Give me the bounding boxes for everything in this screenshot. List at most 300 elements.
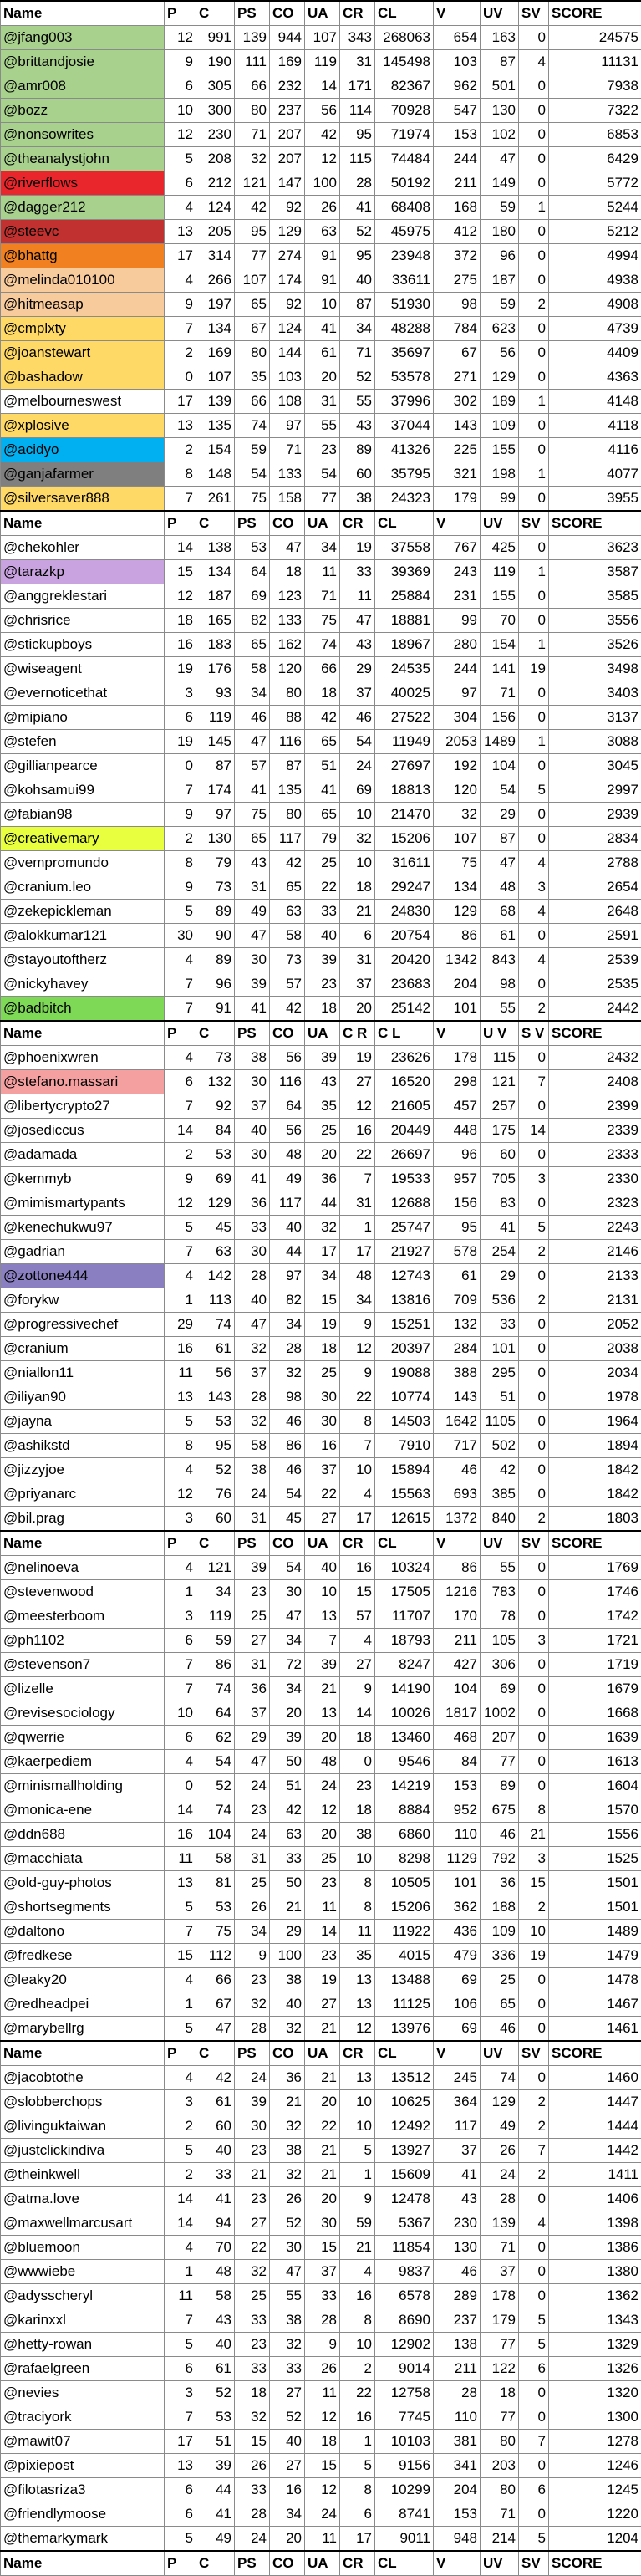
value-cell: 180 — [481, 220, 519, 244]
value-cell: 148 — [196, 462, 235, 487]
value-cell: 95 — [340, 244, 375, 268]
value-cell: 11 — [305, 560, 340, 584]
table-row — [1, 1895, 641, 1920]
user-name-cell: @bashadow — [1, 365, 165, 390]
value-cell: 158 — [270, 487, 305, 512]
value-cell: 6429 — [549, 147, 641, 171]
value-cell: 77 — [481, 1750, 519, 1774]
value-cell: 41 — [305, 778, 340, 803]
user-name-cell: @cmplxty — [1, 317, 165, 341]
value-cell: 1489 — [481, 730, 519, 754]
value-cell: 33 — [305, 2284, 340, 2308]
value-cell: 12 — [165, 123, 196, 147]
value-cell: 22 — [235, 2236, 270, 2260]
value-cell: 31 — [235, 1653, 270, 1677]
value-cell: 3955 — [549, 487, 641, 512]
value-cell: 20 — [305, 1823, 340, 1847]
value-cell: 1742 — [549, 1604, 641, 1629]
value-cell: 20 — [270, 2527, 305, 2552]
value-cell: 298 — [434, 1070, 481, 1094]
value-cell: 34 — [340, 317, 375, 341]
value-cell: 16 — [270, 2478, 305, 2502]
value-cell: 35 — [340, 1944, 375, 1968]
user-name-cell: @chekohler — [1, 536, 165, 560]
value-cell: 78 — [481, 1604, 519, 1629]
value-cell: 0 — [519, 2066, 549, 2090]
value-cell: 47 — [270, 1604, 305, 1629]
value-cell: 21 — [305, 2066, 340, 2090]
value-cell: 51 — [481, 1385, 519, 1410]
value-cell: 190 — [196, 50, 235, 74]
value-cell: 153 — [434, 1774, 481, 1798]
user-name-cell: @melinda010100 — [1, 268, 165, 293]
value-cell: 132 — [434, 1313, 481, 1337]
value-cell: 24 — [235, 1482, 270, 1507]
value-cell: 22 — [340, 1143, 375, 1167]
value-cell: 14 — [519, 1119, 549, 1143]
user-name-cell: @badbitch — [1, 997, 165, 1022]
value-cell: 306 — [481, 1653, 519, 1677]
table-row — [1, 875, 641, 900]
value-cell: 7 — [165, 1240, 196, 1264]
value-cell: 17505 — [375, 1580, 434, 1604]
value-cell: 2146 — [549, 1240, 641, 1264]
value-cell: 83 — [481, 1191, 519, 1216]
column-header: CL — [375, 2041, 434, 2066]
value-cell: 142 — [196, 1264, 235, 1288]
value-cell: 48 — [196, 2260, 235, 2284]
column-header: CO — [270, 511, 305, 536]
value-cell: 48 — [340, 1264, 375, 1288]
value-cell: 7 — [340, 1167, 375, 1191]
value-cell: 13 — [165, 220, 196, 244]
value-cell: 0 — [519, 2187, 549, 2211]
value-cell: 26 — [270, 2187, 305, 2211]
value-cell: 123 — [270, 584, 305, 609]
value-cell: 80 — [270, 681, 305, 706]
value-cell: 98 — [270, 1385, 305, 1410]
column-header: C R — [340, 1021, 375, 1046]
column-header: PS — [235, 1, 270, 26]
column-header: V — [434, 2041, 481, 2066]
value-cell: 91 — [196, 997, 235, 1022]
value-cell: 53 — [196, 1410, 235, 1434]
user-name-cell: @atma.love — [1, 2187, 165, 2211]
user-name-cell: @nonsowrites — [1, 123, 165, 147]
user-name-cell: @stefano.massari — [1, 1070, 165, 1094]
value-cell: 54 — [340, 730, 375, 754]
value-cell: 63 — [305, 220, 340, 244]
value-cell: 0 — [519, 74, 549, 99]
value-cell: 174 — [270, 268, 305, 293]
value-cell: 82 — [270, 1288, 305, 1313]
value-cell: 169 — [270, 50, 305, 74]
value-cell: 40 — [270, 1216, 305, 1240]
value-cell: 501 — [481, 74, 519, 99]
value-cell: 1444 — [549, 2114, 641, 2139]
value-cell: 28 — [270, 1337, 305, 1361]
column-header: V — [434, 1, 481, 26]
column-header: UV — [481, 2041, 519, 2066]
value-cell: 0 — [519, 1992, 549, 2017]
value-cell: 25 — [305, 1119, 340, 1143]
value-cell: 14 — [305, 1920, 340, 1944]
value-cell: 2243 — [549, 1216, 641, 1240]
value-cell: 944 — [270, 26, 305, 50]
value-cell: 16 — [340, 1556, 375, 1580]
value-cell: 105 — [481, 1629, 519, 1653]
value-cell: 7 — [165, 317, 196, 341]
value-cell: 2133 — [549, 1264, 641, 1288]
column-header: SCORE — [549, 2041, 641, 2066]
value-cell: 138 — [434, 2333, 481, 2357]
value-cell: 5367 — [375, 2211, 434, 2236]
value-cell: 15206 — [375, 1895, 434, 1920]
value-cell: 12 — [340, 1337, 375, 1361]
value-cell: 231 — [434, 584, 481, 609]
value-cell: 1 — [519, 560, 549, 584]
value-cell: 0 — [519, 487, 549, 512]
table-row — [1, 1216, 641, 1240]
value-cell: 47 — [196, 2017, 235, 2042]
value-cell: 10 — [305, 293, 340, 317]
value-cell: 25 — [481, 1968, 519, 1992]
value-cell: 784 — [434, 317, 481, 341]
value-cell: 51 — [270, 1774, 305, 1798]
value-cell: 43 — [340, 414, 375, 438]
value-cell: 122 — [481, 2357, 519, 2381]
value-cell: 0 — [519, 706, 549, 730]
value-cell: 75 — [235, 803, 270, 827]
value-cell: 284 — [434, 1337, 481, 1361]
value-cell: 2442 — [549, 997, 641, 1022]
value-cell: 0 — [165, 754, 196, 778]
value-cell: 154 — [481, 633, 519, 657]
value-cell: 3 — [519, 875, 549, 900]
value-cell: 261 — [196, 487, 235, 512]
value-cell: 8 — [340, 1410, 375, 1434]
table-row — [1, 972, 641, 997]
value-cell: 74 — [235, 414, 270, 438]
value-cell: 29 — [481, 803, 519, 827]
value-cell: 15 — [165, 1944, 196, 1968]
value-cell: 33 — [481, 1313, 519, 1337]
value-cell: 2939 — [549, 803, 641, 827]
value-cell: 143 — [434, 414, 481, 438]
user-name-cell: @ashikstd — [1, 1434, 165, 1458]
value-cell: 9 — [165, 1167, 196, 1191]
value-cell: 42 — [270, 997, 305, 1022]
value-cell: 38 — [270, 2308, 305, 2333]
value-cell: 3088 — [549, 730, 641, 754]
value-cell: 6860 — [375, 1823, 434, 1847]
table-row — [1, 2527, 641, 2552]
column-header: UA — [305, 1021, 340, 1046]
value-cell: 81 — [196, 1871, 235, 1895]
value-cell: 115 — [481, 1046, 519, 1070]
value-cell: 7 — [519, 2430, 549, 2454]
value-cell: 29247 — [375, 875, 434, 900]
value-cell: 11707 — [375, 1604, 434, 1629]
user-name-cell: @theanalystjohn — [1, 147, 165, 171]
value-cell: 24 — [235, 1774, 270, 1798]
value-cell: 2052 — [549, 1313, 641, 1337]
value-cell: 1220 — [549, 2502, 641, 2527]
value-cell: 21 — [305, 2163, 340, 2187]
value-cell: 40 — [270, 1992, 305, 2017]
value-cell: 39 — [305, 948, 340, 972]
value-cell: 18881 — [375, 609, 434, 633]
value-cell: 37 — [305, 1458, 340, 1482]
value-cell: 99 — [481, 487, 519, 512]
value-cell: 36 — [305, 1167, 340, 1191]
value-cell: 1 — [340, 2430, 375, 2454]
value-cell: 8 — [340, 2478, 375, 2502]
column-header: SCORE — [549, 1531, 641, 1556]
value-cell: 40 — [196, 2333, 235, 2357]
value-cell: 0 — [519, 268, 549, 293]
value-cell: 3498 — [549, 657, 641, 681]
value-cell: 60 — [196, 1507, 235, 1532]
value-cell: 37 — [481, 2260, 519, 2284]
user-name-cell: @dagger212 — [1, 196, 165, 220]
table-row — [1, 1482, 641, 1507]
value-cell: 24 — [305, 1774, 340, 1798]
value-cell: 4 — [165, 1046, 196, 1070]
value-cell: 27 — [305, 1507, 340, 1532]
value-cell: 23 — [235, 1580, 270, 1604]
value-cell: 147 — [270, 171, 305, 196]
value-cell: 14 — [305, 74, 340, 99]
table-row — [1, 244, 641, 268]
value-cell: 1204 — [549, 2527, 641, 2552]
user-name-cell: @gadrian — [1, 1240, 165, 1264]
value-cell: 427 — [434, 1653, 481, 1677]
value-cell: 948 — [434, 2527, 481, 2552]
value-cell: 7910 — [375, 1434, 434, 1458]
value-cell: 25 — [305, 1847, 340, 1871]
value-cell: 2648 — [549, 900, 641, 924]
column-header: V — [434, 2551, 481, 2576]
value-cell: 1817 — [434, 1701, 481, 1726]
value-cell: 34 — [305, 1264, 340, 1288]
value-cell: 675 — [481, 1798, 519, 1823]
value-cell: 61 — [196, 2357, 235, 2381]
value-cell: 10 — [340, 1458, 375, 1482]
value-cell: 300 — [196, 99, 235, 123]
value-cell: 60 — [196, 2114, 235, 2139]
value-cell: 425 — [481, 536, 519, 560]
value-cell: 46 — [270, 1458, 305, 1482]
value-cell: 114 — [340, 99, 375, 123]
value-cell: 67 — [196, 1992, 235, 2017]
value-cell: 30 — [235, 1070, 270, 1094]
value-cell: 46 — [340, 706, 375, 730]
column-header: UV — [481, 1531, 519, 1556]
value-cell: 1326 — [549, 2357, 641, 2381]
table-row — [1, 1580, 641, 1604]
value-cell: 12 — [305, 1798, 340, 1823]
value-cell: 1978 — [549, 1385, 641, 1410]
column-header: CL — [375, 1, 434, 26]
value-cell: 211 — [434, 1629, 481, 1653]
value-cell: 0 — [519, 438, 549, 462]
value-cell: 7 — [165, 778, 196, 803]
value-cell: 188 — [481, 1895, 519, 1920]
value-cell: 27697 — [375, 754, 434, 778]
value-cell: 54 — [270, 1556, 305, 1580]
value-cell: 51 — [196, 2430, 235, 2454]
value-cell: 103 — [270, 365, 305, 390]
value-cell: 135 — [196, 414, 235, 438]
column-header: CO — [270, 2041, 305, 2066]
value-cell: 34 — [270, 2502, 305, 2527]
value-cell: 56 — [481, 341, 519, 365]
value-cell: 65 — [305, 803, 340, 827]
value-cell: 130 — [434, 2236, 481, 2260]
value-cell: 4 — [519, 851, 549, 875]
value-cell: 68408 — [375, 196, 434, 220]
value-cell: 9 — [165, 293, 196, 317]
user-name-cell: @meesterboom — [1, 1604, 165, 1629]
value-cell: 0 — [519, 754, 549, 778]
value-cell: 153 — [434, 123, 481, 147]
value-cell: 0 — [519, 1750, 549, 1774]
value-cell: 10 — [340, 1847, 375, 1871]
value-cell: 96 — [196, 972, 235, 997]
value-cell: 65 — [270, 875, 305, 900]
value-cell: 20420 — [375, 948, 434, 972]
value-cell: 36 — [481, 1871, 519, 1895]
value-cell: 20754 — [375, 924, 434, 948]
value-cell: 111 — [235, 50, 270, 74]
value-cell: 0 — [519, 536, 549, 560]
value-cell: 56 — [196, 1361, 235, 1385]
value-cell: 2 — [519, 293, 549, 317]
value-cell: 89 — [196, 900, 235, 924]
value-cell: 3 — [165, 1507, 196, 1532]
value-cell: 3 — [519, 1629, 549, 1653]
value-cell: 71974 — [375, 123, 434, 147]
value-cell: 162 — [270, 633, 305, 657]
value-cell: 8247 — [375, 1653, 434, 1677]
value-cell: 6 — [519, 2478, 549, 2502]
column-header: SCORE — [549, 1021, 641, 1046]
table-row — [1, 2454, 641, 2478]
value-cell: 107 — [434, 827, 481, 851]
value-cell: 23 — [305, 972, 340, 997]
value-cell: 33 — [235, 2478, 270, 2502]
value-cell: 9014 — [375, 2357, 434, 2381]
value-cell: 37044 — [375, 414, 434, 438]
value-cell: 133 — [270, 609, 305, 633]
table-row — [1, 1871, 641, 1895]
value-cell: 6 — [340, 2502, 375, 2527]
value-cell: 17 — [340, 1240, 375, 1264]
table-row — [1, 26, 641, 50]
value-cell: 40 — [340, 268, 375, 293]
user-name-cell: @jizzyjoe — [1, 1458, 165, 1482]
user-name-cell: @slobberchops — [1, 2090, 165, 2114]
value-cell: 14190 — [375, 1677, 434, 1701]
value-cell: 4 — [519, 2211, 549, 2236]
value-cell: 155 — [481, 584, 519, 609]
value-cell: 9 — [235, 1944, 270, 1968]
value-cell: 56 — [305, 99, 340, 123]
value-cell: 34 — [235, 681, 270, 706]
value-cell: 74 — [196, 1798, 235, 1823]
value-cell: 23 — [235, 1798, 270, 1823]
value-cell: 254 — [481, 1240, 519, 1264]
user-name-cell: @ddn688 — [1, 1823, 165, 1847]
column-header: SCORE — [549, 2551, 641, 2576]
value-cell: 5 — [519, 2308, 549, 2333]
value-cell: 28 — [235, 2017, 270, 2042]
value-cell: 448 — [434, 1119, 481, 1143]
column-header: PS — [235, 1021, 270, 1046]
value-cell: 55 — [305, 414, 340, 438]
value-cell: 13512 — [375, 2066, 434, 2090]
value-cell: 100 — [270, 1944, 305, 1968]
value-cell: 30 — [305, 1410, 340, 1434]
value-cell: 124 — [270, 317, 305, 341]
value-cell: 144 — [270, 341, 305, 365]
table-row — [1, 1556, 641, 1580]
table-row — [1, 50, 641, 74]
value-cell: 4 — [165, 1556, 196, 1580]
value-cell: 19 — [165, 730, 196, 754]
value-cell: 56 — [270, 1119, 305, 1143]
value-cell: 1894 — [549, 1434, 641, 1458]
table-row — [1, 2114, 641, 2139]
value-cell: 15894 — [375, 1458, 434, 1482]
value-cell: 41 — [196, 2502, 235, 2527]
value-cell: 24575 — [549, 26, 641, 50]
value-cell: 24830 — [375, 900, 434, 924]
value-cell: 80 — [481, 2430, 519, 2454]
value-cell: 2330 — [549, 1167, 641, 1191]
value-cell: 52 — [340, 220, 375, 244]
value-cell: 1105 — [481, 1410, 519, 1434]
value-cell: 12478 — [375, 2187, 434, 2211]
value-cell: 13 — [165, 2454, 196, 2478]
value-cell: 40025 — [375, 681, 434, 706]
header-row — [1, 1, 641, 26]
value-cell: 29 — [270, 1920, 305, 1944]
value-cell: 97 — [270, 414, 305, 438]
value-cell: 372 — [434, 244, 481, 268]
table-row — [1, 1167, 641, 1191]
value-cell: 2 — [519, 1288, 549, 1313]
value-cell: 18 — [305, 997, 340, 1022]
value-cell: 18 — [165, 609, 196, 633]
value-cell: 6 — [165, 1726, 196, 1750]
value-cell: 0 — [519, 1701, 549, 1726]
column-header: Name — [1, 1531, 165, 1556]
value-cell: 52 — [196, 2381, 235, 2405]
value-cell: 26 — [481, 2139, 519, 2163]
user-name-cell: @stayoutoftherz — [1, 948, 165, 972]
value-cell: 77 — [305, 487, 340, 512]
value-cell: 28 — [235, 1264, 270, 1288]
value-cell: 5244 — [549, 196, 641, 220]
value-cell: 134 — [196, 560, 235, 584]
value-cell: 70 — [481, 609, 519, 633]
value-cell: 26 — [305, 196, 340, 220]
value-cell: 27 — [340, 1070, 375, 1094]
value-cell: 9156 — [375, 2454, 434, 2478]
value-cell: 10103 — [375, 2430, 434, 2454]
